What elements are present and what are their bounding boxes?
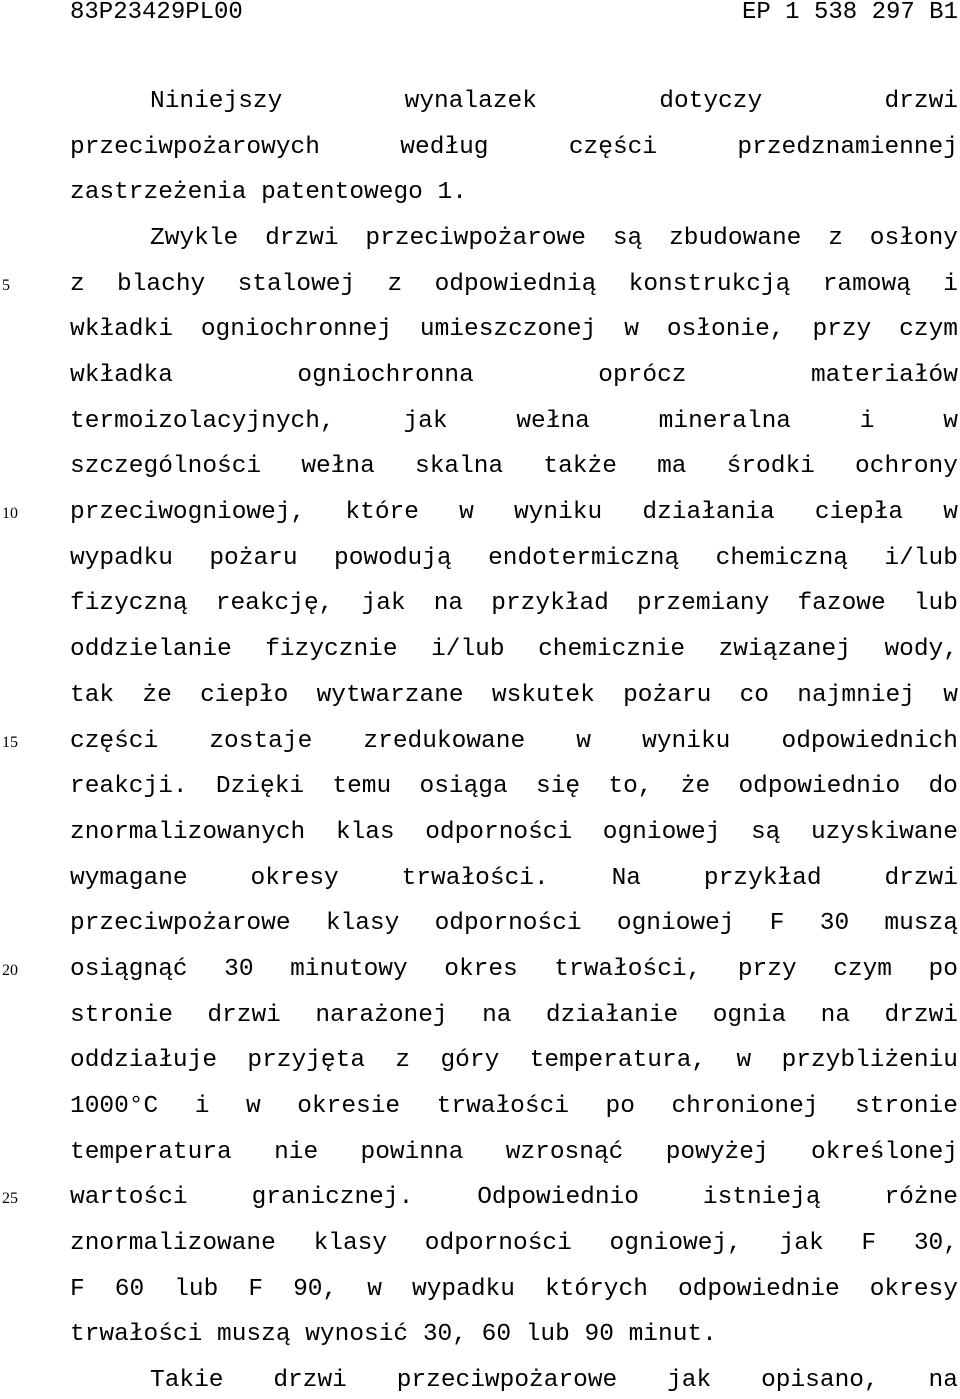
word: powodują	[334, 545, 452, 572]
line-number: 20	[2, 962, 18, 979]
word: fizyczną	[70, 590, 188, 617]
word: ognia	[712, 1002, 787, 1029]
body-line	[70, 1226, 958, 1262]
body-line	[70, 358, 958, 394]
word: 60	[114, 1276, 145, 1303]
word: jak	[667, 1367, 712, 1394]
word: wkładka	[70, 362, 173, 389]
word: zastrzeżenia	[70, 179, 247, 206]
word: przy	[737, 956, 797, 983]
word: wełna	[301, 453, 375, 480]
word: osiąga	[419, 773, 508, 800]
word: wynosić	[305, 1321, 409, 1348]
word: okresy	[250, 865, 339, 892]
word: jak	[403, 408, 448, 435]
word: 90,	[293, 1276, 338, 1303]
word: temu	[332, 773, 392, 800]
word: fazowe	[797, 590, 886, 617]
word: Niniejszy	[150, 88, 283, 115]
word: reakcji.	[70, 773, 188, 800]
body-line	[70, 312, 958, 348]
word: konstrukcją	[628, 271, 791, 298]
word: różne	[884, 1184, 958, 1211]
body-line	[70, 267, 958, 303]
word: oprócz	[598, 362, 687, 389]
word: przyjęta	[247, 1047, 366, 1074]
body-line	[70, 632, 958, 668]
word: to,	[608, 773, 653, 800]
body-line	[70, 1180, 958, 1216]
body-line	[70, 1317, 958, 1353]
word: w	[459, 499, 474, 526]
patent-number: EP 1 538 297 B1	[741, 0, 958, 26]
word: w	[943, 408, 958, 435]
word: znormalizowanych	[70, 819, 306, 846]
word: lub	[525, 1321, 570, 1348]
word: przykład	[491, 590, 609, 617]
line-number: 5	[2, 277, 10, 294]
word: przeciwpożarowe	[365, 225, 586, 252]
word: osłonie,	[666, 316, 785, 343]
word: według	[400, 134, 489, 161]
word: przy	[812, 316, 872, 343]
word: temperatura,	[529, 1047, 707, 1074]
word: 30,	[422, 1321, 467, 1348]
word: Odpowiednio	[477, 1184, 639, 1211]
word: opisano,	[761, 1367, 879, 1394]
word: ogniowej	[602, 819, 721, 846]
word: narażonej	[315, 1002, 448, 1029]
word: w	[624, 316, 639, 343]
word: i	[943, 271, 958, 298]
word: czym	[833, 956, 893, 983]
word: że	[142, 682, 172, 709]
word: odpowiednie	[677, 1276, 840, 1303]
word: części	[70, 728, 159, 755]
word: co	[739, 682, 769, 709]
word: drzwi	[884, 88, 958, 115]
word: jak	[779, 1230, 824, 1257]
word: wskutek	[491, 682, 595, 709]
word: wynalazek	[404, 88, 537, 115]
word: drzwi	[273, 1367, 347, 1394]
word: z	[828, 225, 843, 252]
body-line	[70, 404, 958, 440]
word: drzwi	[884, 1002, 958, 1029]
word: w	[245, 1093, 261, 1120]
body-line	[70, 998, 958, 1034]
word: przeciwpożarowe	[70, 910, 291, 937]
word: przeciwpożarowe	[396, 1367, 618, 1394]
word: ciepło	[200, 682, 289, 709]
word: są	[750, 819, 781, 846]
word: chemiczną	[715, 545, 848, 572]
body-line	[70, 221, 958, 257]
word: środki	[726, 453, 815, 480]
word: części	[568, 134, 658, 161]
word: wymagane	[70, 865, 188, 892]
word: odpowiednio	[738, 773, 901, 800]
word: okresie	[297, 1093, 401, 1120]
word: 30	[819, 910, 850, 937]
word: drzwi	[265, 225, 339, 252]
word: do	[928, 773, 958, 800]
word: powyżej	[665, 1139, 769, 1166]
word: uzyskiwane	[810, 819, 958, 846]
word: odpowiednich	[781, 728, 958, 755]
word: ciepła	[814, 499, 904, 526]
word: trwałości.	[401, 865, 549, 892]
word: drzwi	[207, 1002, 281, 1029]
line-number: 25	[2, 1190, 18, 1207]
body-line	[70, 1043, 958, 1079]
word: muszą	[884, 910, 958, 937]
word: przemiany	[637, 590, 770, 617]
word: lub	[174, 1276, 219, 1303]
word: fizycznie	[265, 636, 398, 663]
word: F	[70, 1276, 85, 1303]
word: ogniochronna	[297, 362, 474, 389]
word: szczególności	[70, 453, 262, 480]
word: na	[928, 1367, 958, 1394]
word: 30	[224, 956, 254, 983]
word: stalowej	[237, 271, 356, 298]
word: wyniku	[513, 499, 603, 526]
body-line	[70, 952, 958, 988]
word: określonej	[810, 1139, 958, 1166]
body-line	[70, 130, 958, 166]
word: czym	[899, 316, 958, 343]
word: oddzielanie	[70, 636, 232, 663]
word: są	[612, 225, 643, 252]
word: Na	[611, 865, 641, 892]
word: znormalizowane	[70, 1230, 276, 1257]
word: minutowy	[290, 956, 408, 983]
word: zbudowane	[669, 225, 802, 252]
body-line	[70, 769, 958, 805]
word: wkładki	[70, 316, 173, 343]
body-line	[70, 906, 958, 942]
word: wartości	[70, 1184, 188, 1211]
word: reakcję,	[215, 590, 334, 617]
word: się	[536, 773, 581, 800]
word: przykład	[703, 865, 822, 892]
body-line	[70, 1089, 958, 1125]
word: i	[194, 1093, 210, 1120]
word: odporności	[424, 1230, 572, 1257]
word: jak	[361, 590, 406, 617]
word: klasy	[325, 910, 400, 937]
word: działanie	[545, 1002, 679, 1029]
word: po	[928, 956, 958, 983]
word: także	[543, 453, 617, 480]
word: trwałości,	[554, 956, 702, 983]
word: mineralna	[658, 408, 791, 435]
word: wypadku	[412, 1276, 515, 1303]
word: trwałości	[436, 1093, 569, 1120]
word: przedznamiennej	[737, 134, 958, 161]
word: działania	[642, 499, 775, 526]
word: i/lub	[431, 636, 505, 663]
word: pożaru	[209, 545, 298, 572]
word: w	[367, 1276, 382, 1303]
word: po	[605, 1093, 635, 1120]
body-line	[70, 541, 958, 577]
word: wody,	[884, 636, 958, 663]
body-line	[70, 815, 958, 851]
word: stronie	[855, 1093, 958, 1120]
word: klas	[335, 819, 395, 846]
word: 60	[481, 1321, 512, 1348]
word: przeciwogniowej,	[70, 499, 306, 526]
word: okresy	[869, 1276, 958, 1303]
word: odporności	[425, 819, 573, 846]
body-line	[70, 678, 958, 714]
word: odporności	[434, 910, 582, 937]
word: drzwi	[884, 865, 958, 892]
word: F	[248, 1276, 264, 1303]
word: na	[482, 1002, 512, 1029]
word: blachy	[117, 271, 206, 298]
word: wełna	[516, 408, 590, 435]
word: w	[943, 499, 958, 526]
word: termoizolacyjnych,	[70, 408, 335, 435]
word: chemicznie	[538, 636, 686, 663]
word: tak	[70, 682, 115, 709]
body-line	[70, 1272, 958, 1308]
word: skalna	[415, 453, 504, 480]
word: że	[680, 773, 711, 800]
body-line	[70, 586, 958, 622]
word: Takie	[150, 1367, 224, 1394]
word: minut.	[628, 1321, 717, 1348]
word: trwałości	[70, 1321, 203, 1348]
word: ochrony	[855, 453, 958, 480]
word: materiałów	[810, 362, 958, 389]
word: 1.	[437, 179, 467, 206]
body-line	[70, 449, 958, 485]
word: z	[70, 271, 85, 298]
word: 30,	[913, 1230, 958, 1257]
word: endotermiczną	[488, 545, 680, 572]
word: i	[859, 408, 875, 435]
word: istnieją	[702, 1184, 821, 1211]
word: patentowego	[261, 179, 423, 206]
word: 90	[584, 1321, 614, 1348]
word: wyniku	[642, 728, 731, 755]
body-line	[70, 861, 958, 897]
line-number: 15	[2, 734, 18, 751]
word: w	[576, 728, 591, 755]
word: wypadku	[70, 545, 173, 572]
word: i/lub	[884, 545, 958, 572]
body-line	[70, 175, 958, 211]
word: F	[769, 910, 785, 937]
document-reference: 83P23429PL00	[70, 0, 243, 26]
word: zostaje	[209, 728, 313, 755]
word: chronionej	[671, 1093, 819, 1120]
word: których	[544, 1276, 648, 1303]
word: Zwykle	[150, 225, 239, 252]
word: klasy	[313, 1230, 388, 1257]
word: wytwarzane	[316, 682, 464, 709]
word: ogniochronnej	[200, 316, 392, 343]
word: 1000°C	[70, 1093, 159, 1120]
word: lub	[913, 590, 958, 617]
word: pożaru	[623, 682, 712, 709]
word: osiągnąć	[70, 956, 188, 983]
word: ramową	[822, 271, 911, 298]
word: w	[736, 1047, 752, 1074]
word: ogniowej	[616, 910, 735, 937]
word: przeciwpożarowych	[70, 134, 320, 161]
word: związanej	[718, 636, 851, 663]
word: muszą	[217, 1321, 291, 1348]
word: ogniowej,	[609, 1230, 742, 1257]
word: ma	[657, 453, 687, 480]
word: F	[861, 1230, 877, 1257]
word: w	[943, 682, 958, 709]
word: z	[387, 271, 403, 298]
word: oddziałuje	[70, 1047, 218, 1074]
word: najmniej	[797, 682, 915, 709]
word: góry	[440, 1047, 500, 1074]
word: temperatura	[70, 1139, 232, 1166]
body-line	[70, 1135, 958, 1171]
line-number: 10	[2, 505, 18, 522]
word: na	[820, 1002, 851, 1029]
body-line	[70, 1363, 958, 1399]
body-line	[70, 495, 958, 531]
word: przybliżeniu	[781, 1047, 958, 1074]
word: powinna	[360, 1139, 464, 1166]
word: nie	[274, 1139, 319, 1166]
word: które	[345, 499, 419, 526]
word: dotyczy	[659, 88, 763, 115]
word: zredukowane	[363, 728, 526, 755]
word: z	[395, 1047, 411, 1074]
word: na	[433, 590, 464, 617]
word: granicznej.	[251, 1184, 414, 1211]
word: odpowiednią	[434, 271, 597, 298]
word: wzrosnąć	[505, 1139, 624, 1166]
word: Dzięki	[215, 773, 305, 800]
body-line	[70, 84, 958, 120]
body-line	[70, 724, 958, 760]
word: stronie	[70, 1002, 173, 1029]
word: umieszczonej	[419, 316, 597, 343]
word: osłony	[869, 225, 958, 252]
word: okres	[444, 956, 518, 983]
